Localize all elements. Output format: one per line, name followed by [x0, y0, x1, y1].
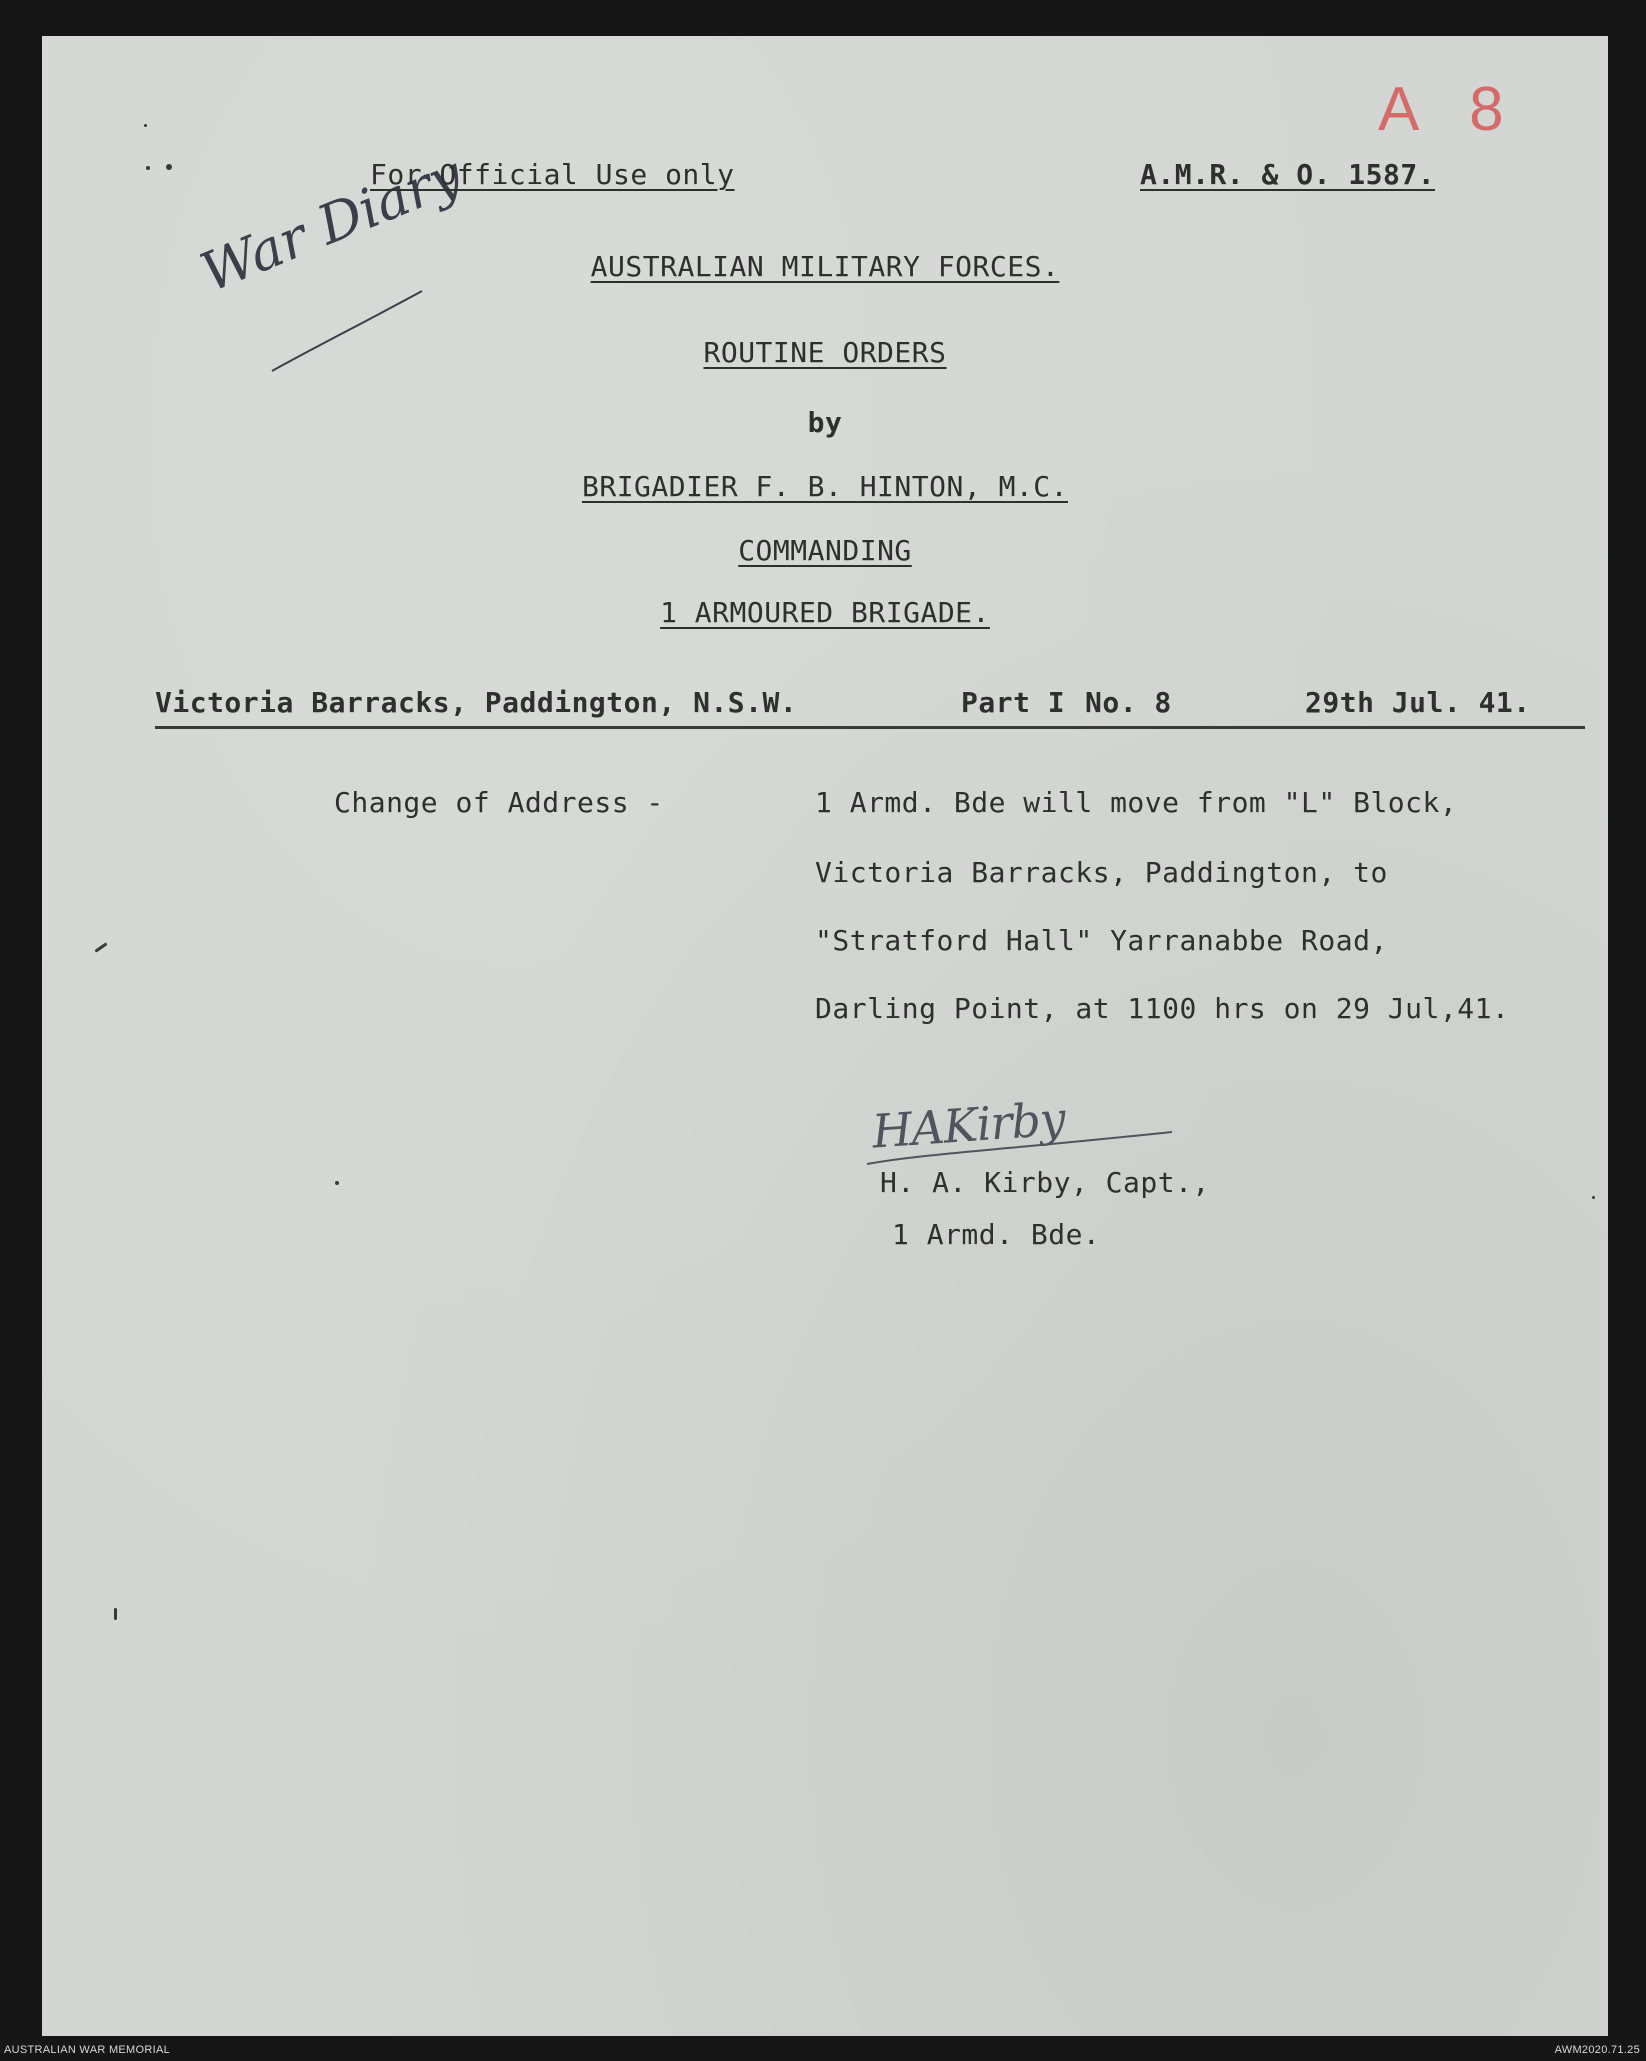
title-by: by: [807, 406, 843, 439]
order-line: 1 Armd. Bde will move from "L" Block,: [815, 786, 1458, 819]
dateline-date: 29th Jul. 41.: [1305, 686, 1531, 719]
signatory-unit: 1 Armd. Bde.: [892, 1218, 1101, 1251]
footer-accession: AWM2020.71.25: [1554, 2044, 1640, 2056]
document-sheet: [42, 36, 1608, 2036]
classification-label: For Official Use only: [370, 158, 735, 191]
dateline-part: Part I: [961, 686, 1066, 719]
war-diary-annotation: War Diary: [192, 142, 471, 305]
signature-scrawl: HAKirby: [870, 1091, 1067, 1159]
title-brigadier: BRIGADIER F. B. HINTON, M.C.: [581, 470, 1068, 503]
title-routine-orders: ROUTINE ORDERS: [703, 336, 947, 369]
title-forces: AUSTRALIAN MILITARY FORCES.: [590, 250, 1060, 283]
title-brigade: 1 ARMOURED BRIGADE.: [660, 596, 990, 629]
paper-speck: [114, 1608, 117, 1620]
order-line: Victoria Barracks, Paddington, to: [815, 856, 1388, 889]
dateline-number: No. 8: [1085, 686, 1172, 719]
signatory-name: H. A. Kirby, Capt.,: [880, 1166, 1210, 1199]
order-line: "Stratford Hall" Yarranabbe Road,: [815, 924, 1388, 957]
footer-institution: AUSTRALIAN WAR MEMORIAL: [4, 2044, 171, 2056]
page-mark: A 8: [1378, 75, 1522, 144]
paper-speck: [144, 124, 147, 127]
paper-speck: [146, 166, 150, 170]
paper-speck: [1592, 1196, 1595, 1199]
reference-number: A.M.R. & O. 1587.: [1140, 158, 1436, 191]
paper-speck: [166, 164, 172, 170]
order-line: Darling Point, at 1100 hrs on 29 Jul,41.: [815, 992, 1510, 1025]
dateline-place: Victoria Barracks, Paddington, N.S.W.: [155, 686, 798, 719]
dateline: [155, 686, 1585, 729]
order-heading: Change of Address -: [334, 786, 664, 819]
paper-speck: [335, 1181, 339, 1185]
paper-speck: [94, 942, 107, 952]
title-commanding: COMMANDING: [738, 534, 912, 567]
